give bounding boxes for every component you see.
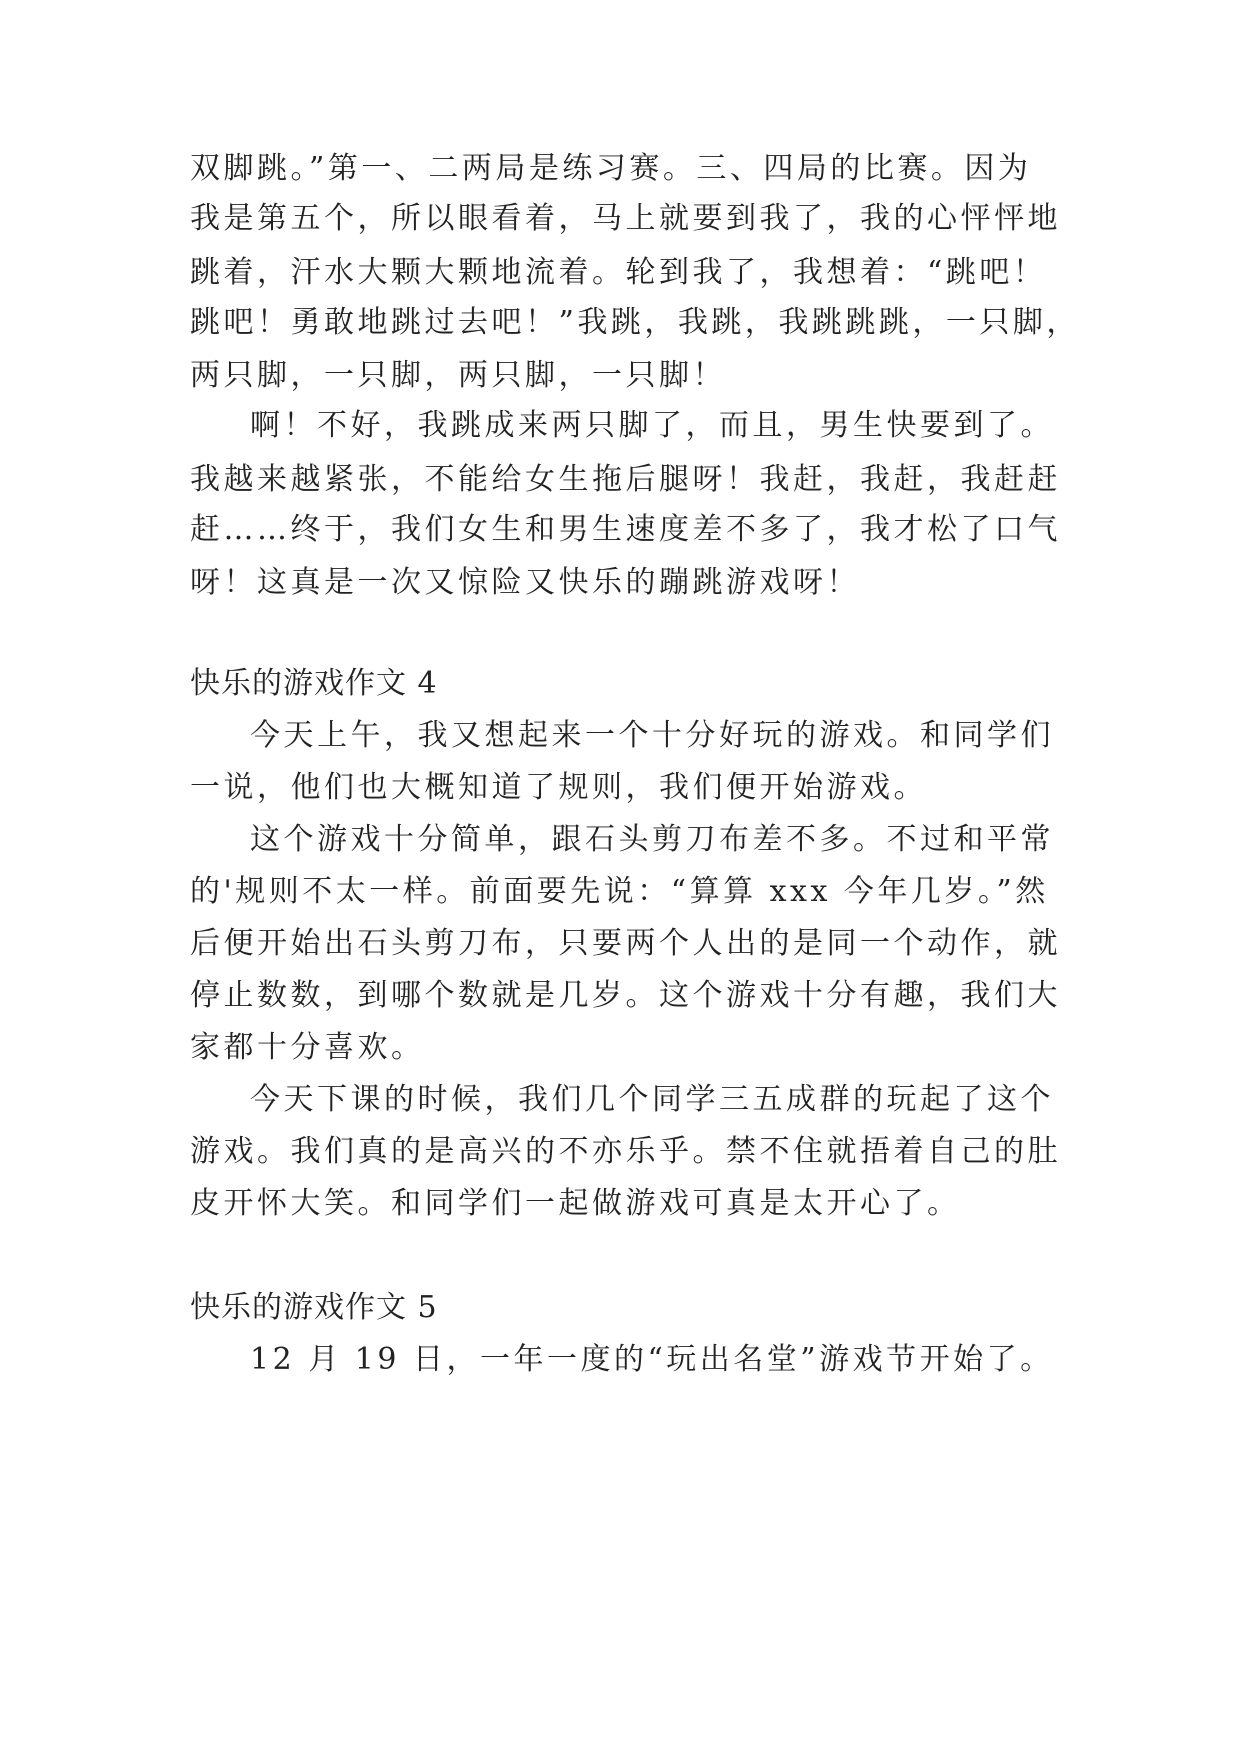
- text-line: 游戏。我们真的是高兴的不亦乐乎。禁不住就捂着自己的肚: [190, 1134, 1061, 1169]
- text-line: 的'规则不太一样。前面要先说：“算算 xxx 今年几岁。”然: [190, 874, 1049, 909]
- paragraph-start: 这个游戏十分简单，跟石头剪刀布差不多。不过和平常: [250, 822, 1054, 857]
- text-line: 停止数数，到哪个数就是几岁。这个游戏十分有趣，我们大: [190, 978, 1061, 1013]
- text-line: 两只脚，一只脚，两只脚，一只脚！: [190, 358, 726, 393]
- paragraph-start: 12 月 19 日，一年一度的“玩出名堂”游戏节开始了。: [250, 1342, 1054, 1377]
- paragraph-start: 啊！不好，我跳成来两只脚了，而且，男生快要到了。: [250, 408, 1054, 443]
- paragraph-start: 今天下课的时候，我们几个同学三五成群的玩起了这个: [250, 1082, 1054, 1117]
- text-line: 跳着，汗水大颗大颗地流着。轮到我了，我想着：“跳吧！: [190, 255, 1047, 290]
- text-line: 我是第五个，所以眼看着，马上就要到我了，我的心怦怦地: [190, 201, 1061, 236]
- section-heading: 快乐的游戏作文 5: [190, 1290, 438, 1325]
- text-line: 皮开怀大笑。和同学们一起做游戏可真是太开心了。: [190, 1186, 961, 1221]
- text-line: 赶……终于，我们女生和男生速度差不多了，我才松了口气: [190, 512, 1061, 547]
- text-line: 一说，他们也大概知道了规则，我们便开始游戏。: [190, 770, 927, 805]
- text-line: 家都十分喜欢。: [190, 1030, 425, 1065]
- text-line: 后便开始出石头剪刀布，只要两个人出的是同一个动作，就: [190, 926, 1061, 961]
- text-line: 我越来越紧张，不能给女生拖后腿呀！我赶，我赶，我赶赶: [190, 462, 1061, 497]
- text-line: 跳吧！勇敢地跳过去吧！”我跳，我跳，我跳跳跳，一只脚，: [190, 305, 1080, 340]
- paragraph-start: 今天上午，我又想起来一个十分好玩的游戏。和同学们: [250, 718, 1054, 753]
- section-heading: 快乐的游戏作文 4: [190, 666, 438, 701]
- text-line: 双脚跳。”第一、二两局是练习赛。三、四局的比赛。因为: [190, 151, 1032, 186]
- text-line: 呀！这真是一次又惊险又快乐的蹦跳游戏呀！: [190, 565, 860, 600]
